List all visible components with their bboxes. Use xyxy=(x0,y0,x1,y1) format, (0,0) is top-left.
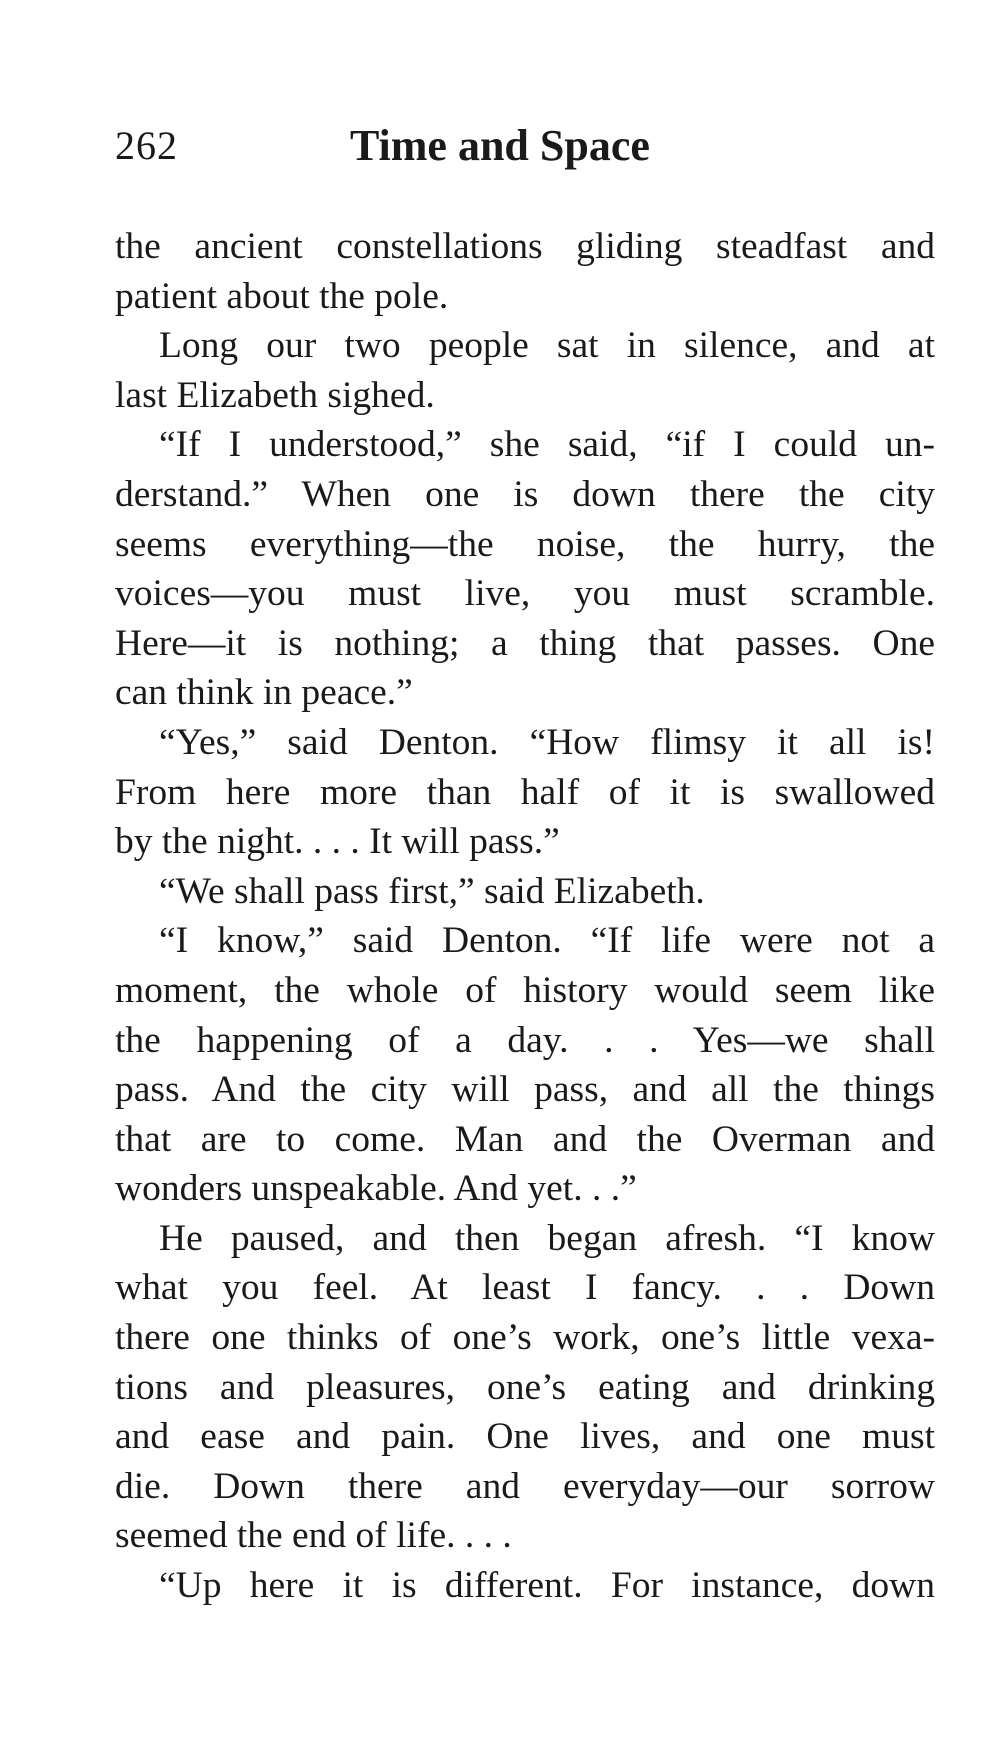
text-line: “Yes,” said Denton. “How flimsy it all is! xyxy=(159,721,935,763)
text-line: “We shall pass first,” said Elizabeth. xyxy=(159,870,705,912)
text-line: moment, the whole of history would seem like xyxy=(115,969,935,1011)
text-line: seemed the end of life. . . . xyxy=(115,1515,512,1557)
text-line: last Elizabeth sighed. xyxy=(115,374,435,416)
text-line: “If I understood,” she said, “if I could un- xyxy=(159,424,935,466)
text-line: and ease and pain. One lives, and one must xyxy=(115,1416,935,1458)
text-line: what you feel. At least I fancy. . . Down xyxy=(115,1267,935,1309)
text-line: die. Down there and everyday—our sorrow xyxy=(115,1465,935,1507)
text-line: that are to come. Man and the Overman and xyxy=(115,1118,935,1160)
text-line: “Up here it is different. For instance, down xyxy=(159,1565,935,1607)
text-line: tions and pleasures, one’s eating and drinking xyxy=(115,1366,935,1408)
text-line: pass. And the city will pass, and all the things xyxy=(115,1069,935,1111)
text-line: by the night. . . . It will pass.” xyxy=(115,821,560,863)
body-text xyxy=(115,222,935,1611)
text-line: He paused, and then began afresh. “I know xyxy=(159,1217,935,1259)
text-line: there one thinks of one’s work, one’s little vexa- xyxy=(115,1317,935,1359)
page-header xyxy=(115,120,935,180)
text-line: the ancient constellations gliding steadfast and xyxy=(115,226,935,267)
text-line: From here more than half of it is swallowed xyxy=(115,771,935,813)
text-line: patient about the pole. xyxy=(115,275,449,317)
running-title: Time and Space xyxy=(350,121,650,170)
text-line: voices—you must live, you must scramble. xyxy=(115,573,935,615)
text-line: the happening of a day. . . Yes—we shall xyxy=(115,1019,935,1061)
page-number: 262 xyxy=(115,123,178,168)
text-line: Here—it is nothing; a thing that passes. One xyxy=(115,622,935,664)
text-line: seems everything—the noise, the hurry, the xyxy=(115,523,935,565)
text-line: “I know,” said Denton. “If life were not a xyxy=(159,920,935,962)
text-line: derstand.” When one is down there the city xyxy=(115,473,935,515)
text-line: Long our two people sat in silence, and at xyxy=(159,325,935,367)
text-line: can think in peace.” xyxy=(115,672,413,714)
text-line: wonders unspeakable. And yet. . .” xyxy=(115,1168,637,1210)
